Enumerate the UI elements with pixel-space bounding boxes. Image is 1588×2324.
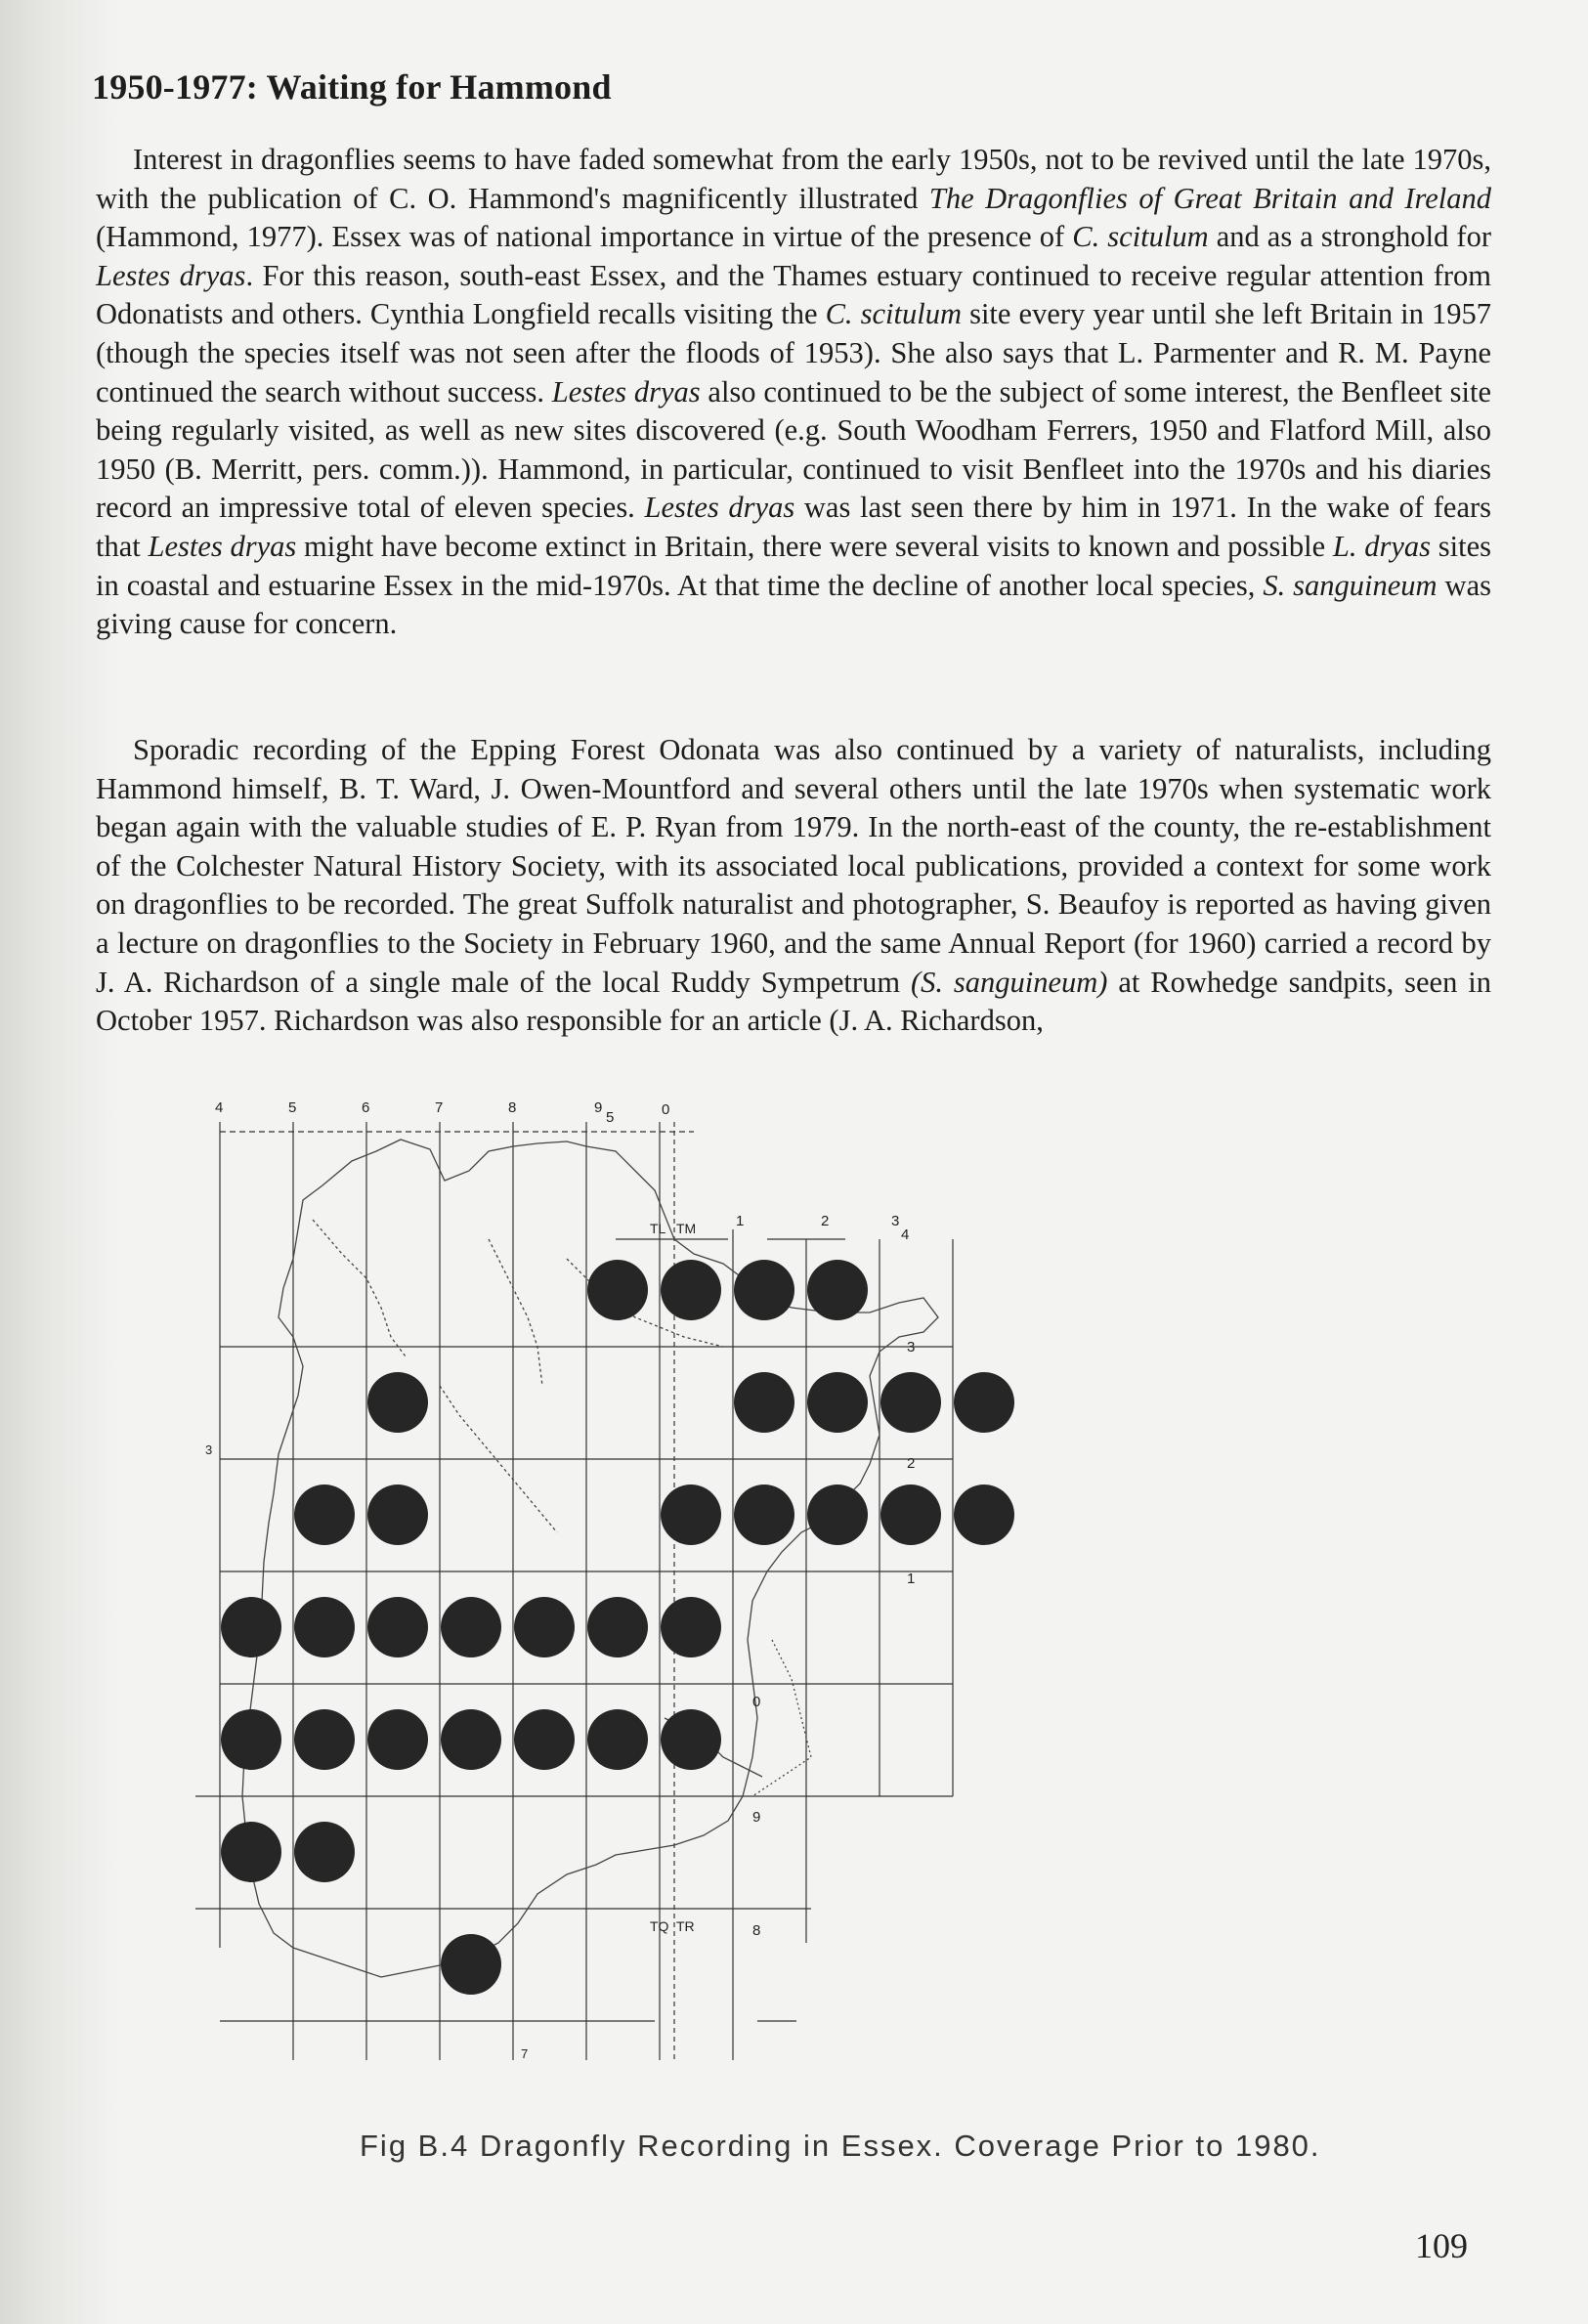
recorded-square-dot	[514, 1709, 575, 1770]
recorded-square-dot	[807, 1485, 868, 1545]
recorded-square-dot	[294, 1822, 355, 1882]
recorded-square-dot	[734, 1260, 794, 1320]
recorded-square-dot	[587, 1709, 648, 1770]
recorded-square-dot	[441, 1934, 501, 1995]
grid-label-top: 7	[435, 1099, 444, 1116]
recorded-square-dot	[367, 1709, 428, 1770]
recorded-square-dot	[367, 1372, 428, 1433]
recorded-square-dot	[661, 1260, 721, 1320]
recorded-square-dot	[294, 1709, 355, 1770]
paragraph-1	[96, 141, 1491, 644]
species-name: (S. sanguineum)	[910, 965, 1108, 999]
dragonfly-coverage-map	[195, 1093, 1397, 2109]
book-title: The Dragonflies of Great Britain and Ireland	[928, 181, 1491, 215]
text-run: at Rowhedge sandpits, seen in October 1957. Richardson was also responsible for an article (J. A. Richardson,	[96, 965, 1491, 1038]
paragraph-2	[96, 731, 1491, 1041]
grid-label-bottom: 7	[521, 2046, 529, 2061]
recorded-square-dot	[954, 1372, 1014, 1433]
recorded-square-dot	[880, 1485, 941, 1545]
grid-label-right: 8	[752, 1922, 761, 1939]
map-labels	[205, 1099, 915, 2061]
text-run: might have become extinct in Britain, there were several visits to known and possible	[296, 529, 1333, 563]
recorded-square-dot	[807, 1260, 868, 1320]
recorded-square-dot	[514, 1597, 575, 1657]
grid-label-top: 9	[594, 1099, 603, 1116]
grid-label-tl: TL	[650, 1221, 666, 1236]
species-name: S. sanguineum	[1263, 568, 1438, 602]
grid-label-top: 4	[215, 1099, 224, 1116]
grid-label-right: 2	[907, 1455, 916, 1472]
recorded-square-dot	[734, 1372, 794, 1433]
recorded-square-dot	[441, 1709, 501, 1770]
recorded-square-dot	[367, 1597, 428, 1657]
text-run: sites in coastal and estuarine Essex in the mid-1970s. At that time the decline of another local species,	[96, 529, 1491, 602]
grid-label-tq: TQ	[650, 1918, 669, 1934]
grid-label-right: 9	[752, 1809, 761, 1826]
recorded-square-dot	[367, 1485, 428, 1545]
text-run: Interest in dragonflies seems to have faded somewhat from the early 1950s, not to be revived until the late 1970s, with the publication of C. O. Hammond's magnificently illustrated	[96, 143, 1491, 215]
grid-label-tm-col: 2	[821, 1213, 830, 1229]
recorded-square-dot	[734, 1485, 794, 1545]
grid-label-tm-col: 4	[901, 1227, 910, 1243]
recorded-square-dot	[441, 1597, 501, 1657]
species-name: Lestes dryas	[644, 491, 795, 525]
text-run: site every year until she left Britain in 1957 (though the species itself was not seen after the floods of 1953). She also says that L. Parmenter and R. M. Payne continued the search without success.	[96, 297, 1491, 409]
species-name: Lestes dryas	[148, 529, 297, 563]
recorded-square-dot	[221, 1822, 281, 1882]
grid-label-right: 3	[907, 1339, 916, 1356]
text-run: was giving cause for concern.	[96, 568, 1491, 641]
recorded-square-dot	[221, 1597, 281, 1657]
species-name: Lestes dryas	[96, 258, 246, 292]
text-run: was last seen there by him in 1971. In the wake of fears that	[96, 491, 1492, 563]
grid-label-top: 5	[606, 1109, 615, 1126]
recorded-square-dot	[807, 1372, 868, 1433]
recorded-squares	[221, 1260, 1014, 1995]
species-name: C. scitulum	[825, 297, 962, 331]
grid-label-top: 8	[508, 1099, 517, 1116]
grid-label-top: 6	[362, 1099, 370, 1116]
grid-label-right: 1	[907, 1571, 916, 1587]
grid-label-top: 5	[288, 1099, 297, 1116]
grid-label-tm-col: 3	[891, 1213, 900, 1229]
recorded-square-dot	[587, 1597, 648, 1657]
grid-label-right: 0	[752, 1694, 761, 1710]
section-heading: 1950-1977: Waiting for Hammond	[92, 67, 612, 107]
text-run: (Hammond, 1977). Essex was of national importance in virtue of the presence of	[96, 220, 1073, 254]
recorded-square-dot	[880, 1372, 941, 1433]
grid-label-tm-col: 1	[736, 1213, 745, 1229]
species-name: Lestes dryas	[551, 374, 701, 409]
text-run: also continued to be the subject of some interest, the Benfleet site being regularly visited, as well as new sites discovered (e.g. South Woodham Ferrers, 1950 and Flatford Mill, also 1950 (B. Merritt, pers. comm.)). Hammond, in particular, continued to visit Benfleet into the 1970s and his diaries record an impressive total of eleven species.	[96, 374, 1491, 525]
figure-caption: Fig B.4 Dragonfly Recording in Essex. Coverage Prior to 1980.	[360, 2129, 1321, 2163]
recorded-square-dot	[661, 1597, 721, 1657]
recorded-square-dot	[954, 1485, 1014, 1545]
page-number: 109	[1415, 2226, 1468, 2265]
grid-label-left: 3	[205, 1442, 213, 1457]
grid-label-tr: TR	[676, 1918, 695, 1934]
recorded-square-dot	[587, 1260, 648, 1320]
recorded-square-dot	[294, 1485, 355, 1545]
recorded-square-dot	[294, 1597, 355, 1657]
text-run: and as a stronghold for	[1208, 220, 1491, 254]
text-run: Sporadic recording of the Epping Forest Odonata was also continued by a variety of naturalists, including Hammond himself, B. T. Ward, J. Owen-Mountford and several others until the late 1970s when systematic work began again with the valuable studies of E. P. Ryan from 1979. In the north-east of the county, the re-establishment of the Colchester Natural History Society, with its associated local publications, provided a context for some work on dragonflies to be recorded. The great Suffolk naturalist and photographer, S. Beaufoy is reported as having given a lecture on dragonflies to the Society in February 1960, and the same Annual Report (for 1960) carried a record by J. A. Richardson of a single male of the local Ruddy Sympetrum	[96, 733, 1491, 999]
species-name: C. scitulum	[1072, 220, 1209, 254]
grid-label-tm: TM	[676, 1221, 697, 1236]
species-name: L. dryas	[1332, 529, 1431, 563]
recorded-square-dot	[221, 1709, 281, 1770]
text-run: . For this reason, south-east Essex, and the Thames estuary continued to receive regular attention from Odonatists and others. Cynthia Longfield recalls visiting the	[96, 258, 1491, 331]
recorded-square-dot	[661, 1709, 721, 1770]
recorded-square-dot	[661, 1485, 721, 1545]
grid-label-top: 0	[662, 1101, 670, 1118]
